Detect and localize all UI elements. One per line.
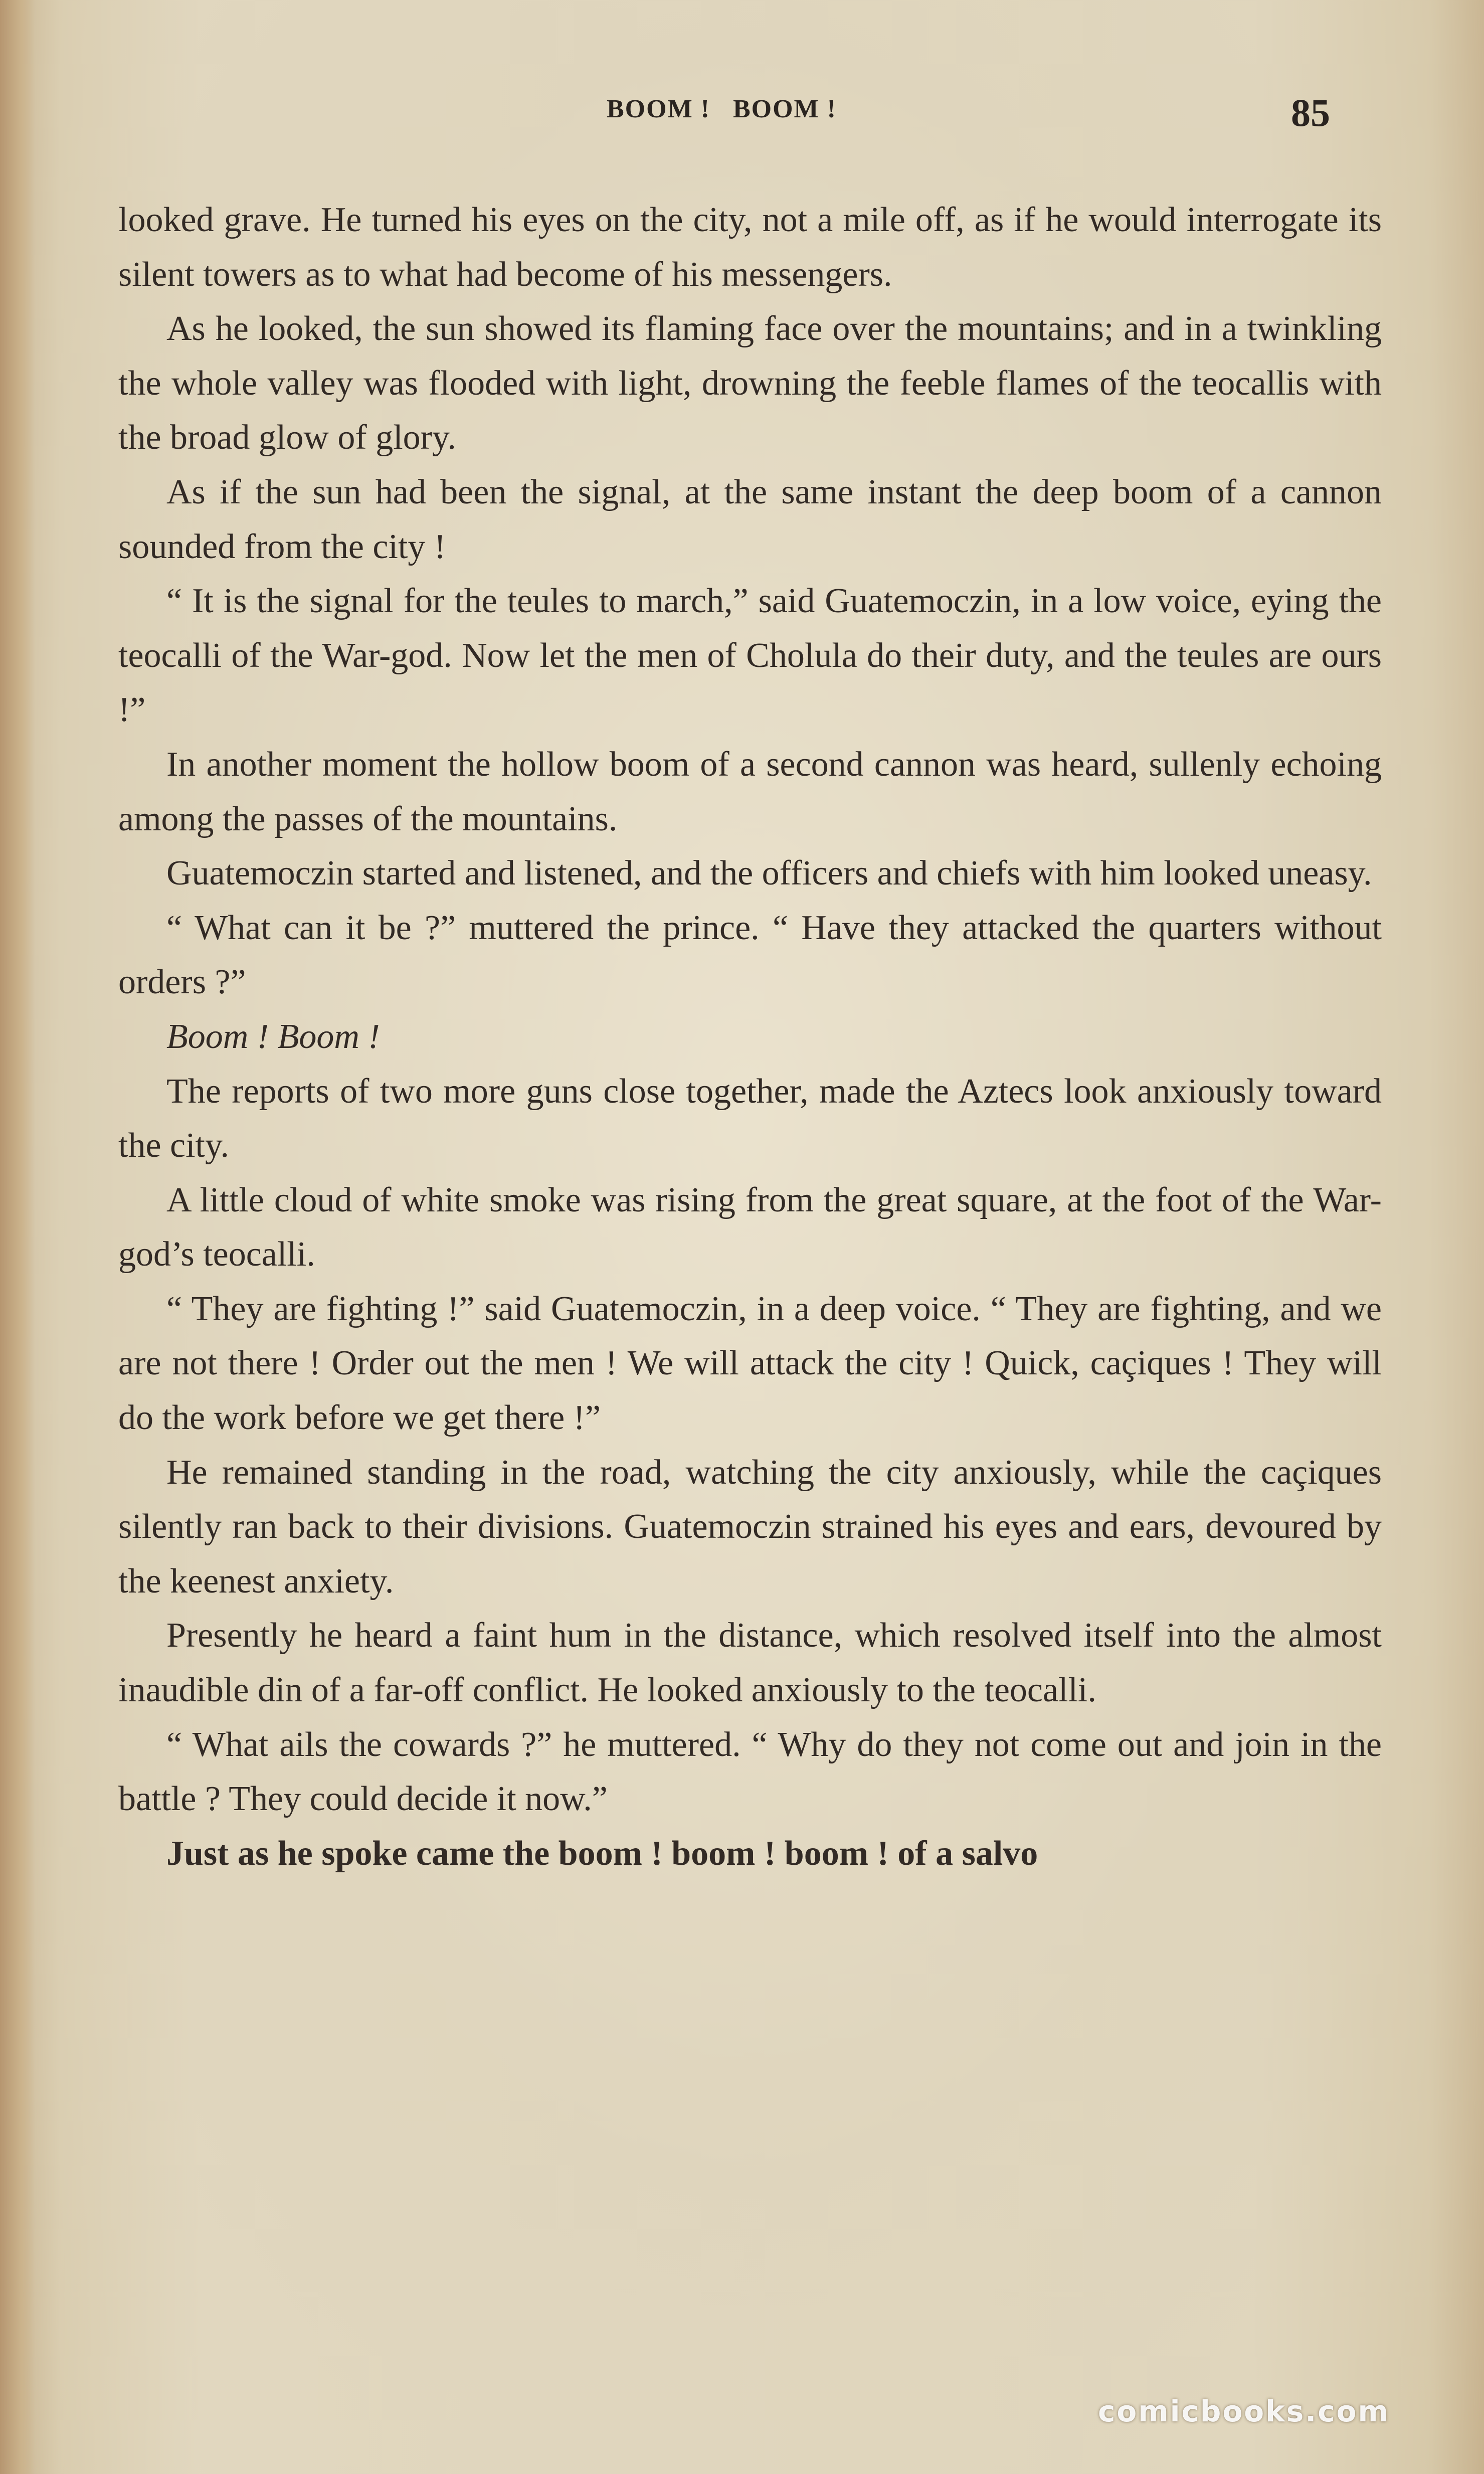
paragraph: “ What ails the cowards ?” he muttered. “ Why do they not come out and join in the battle ? They could decide it now.”	[118, 1725, 1382, 1819]
paragraph: “ They are fighting !” said Guatemoczin, in a deep voice. “ They are fighting, and we are not there ! Order out the men ! We will attack the city ! Quick, caçiques ! They will do the work before we get there !”	[118, 1289, 1382, 1438]
paragraph: “ It is the signal for the teules to march,” said Guatemoczin, in a low voice, eying the teocalli of the War-god. Now let the men of Cholula do their duty, and the teules are ours !”	[118, 582, 1382, 730]
paragraph: A little cloud of white smoke was rising from the great square, at the foot of the War-god’s teocalli.	[118, 1180, 1382, 1274]
running-head: BOOM ! BOOM !	[607, 95, 837, 123]
body-text	[118, 193, 1382, 1881]
page-number: 85	[1291, 91, 1330, 134]
page-header	[0, 91, 1484, 144]
paragraph: As he looked, the sun showed its flaming face over the mountains; and in a twinkling the whole valley was flooded with light, drowning the feeble flames of the teocallis with the broad glow of glory.	[118, 309, 1382, 457]
paragraph: Presently he heard a faint hum in the distance, which resolved itself into the almost inaudible din of a far-off conflict. He looked anxiously to the teocalli.	[118, 1616, 1382, 1710]
paragraph: “ What can it be ?” muttered the prince. “ Have they attacked the quarters without orders ?”	[118, 908, 1382, 1002]
watermark: comicbooks.com	[1098, 2394, 1390, 2428]
paragraph: Boom ! Boom !	[166, 1017, 380, 1056]
paragraph: The reports of two more guns close together, made the Aztecs look anxiously toward the city.	[118, 1072, 1382, 1165]
paragraph: As if the sun had been the signal, at the same instant the deep boom of a cannon sounded from the city !	[118, 472, 1382, 566]
paragraph: Guatemoczin started and listened, and the officers and chiefs with him looked uneasy.	[166, 854, 1372, 893]
paragraph: In another moment the hollow boom of a second cannon was heard, sullenly echoing among the passes of the mountains.	[118, 745, 1382, 838]
page-gutter-edge	[0, 0, 35, 2474]
paragraph: looked grave. He turned his eyes on the city, not a mile off, as if he would interrogate its silent towers as to what had become of his messengers.	[118, 201, 1382, 294]
paragraph: He remained standing in the road, watching the city anxiously, while the caçiques silently ran back to their divisions. Guatemoczin strained his eyes and ears, devoured by the keenest anxiety.	[118, 1453, 1382, 1601]
paragraph: Just as he spoke came the boom ! boom ! boom ! of a salvo	[166, 1834, 1038, 1873]
